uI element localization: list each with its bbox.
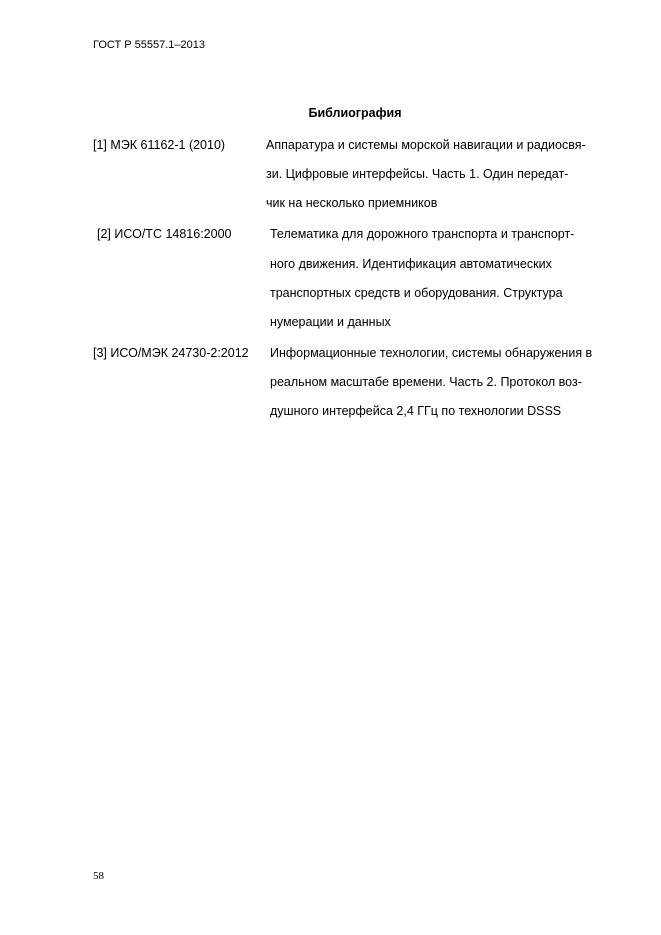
reference-2-line-4: нумерации и данных [270,315,391,329]
reference-3-line-1: Информационные технологии, системы обнаружения в [270,346,593,360]
standard-code-header: ГОСТ Р 55557.1–2013 [93,39,205,51]
reference-label-3: [3] ИСО/МЭК 24730-2:2012 [93,346,249,360]
reference-3-line-2: реальном масштабе времени. Часть 2. Протокол воз- [270,375,582,389]
reference-1-line-2: зи. Цифровые интерфейсы. Часть 1. Один передат- [266,167,569,181]
reference-1-line-3: чик на несколько приемников [266,196,438,210]
bibliography-title: Библиография [308,106,402,120]
page-number: 58 [93,870,104,882]
reference-label-1: [1] МЭК 61162-1 (2010) [93,138,226,152]
reference-2-line-2: ного движения. Идентификация автоматических [270,257,552,271]
reference-2-line-1: Телематика для дорожного транспорта и транспорт- [270,227,575,241]
reference-2-line-3: транспортных средств и оборудования. Структура [270,286,563,300]
reference-3-line-3: душного интерфейса 2,4 ГГц по технологии DSSS [270,404,562,418]
reference-label-2: [2] ИСО/ТС 14816:2000 [97,227,232,241]
reference-1-line-1: Аппаратура и системы морской навигации и радиосвя- [266,138,586,152]
